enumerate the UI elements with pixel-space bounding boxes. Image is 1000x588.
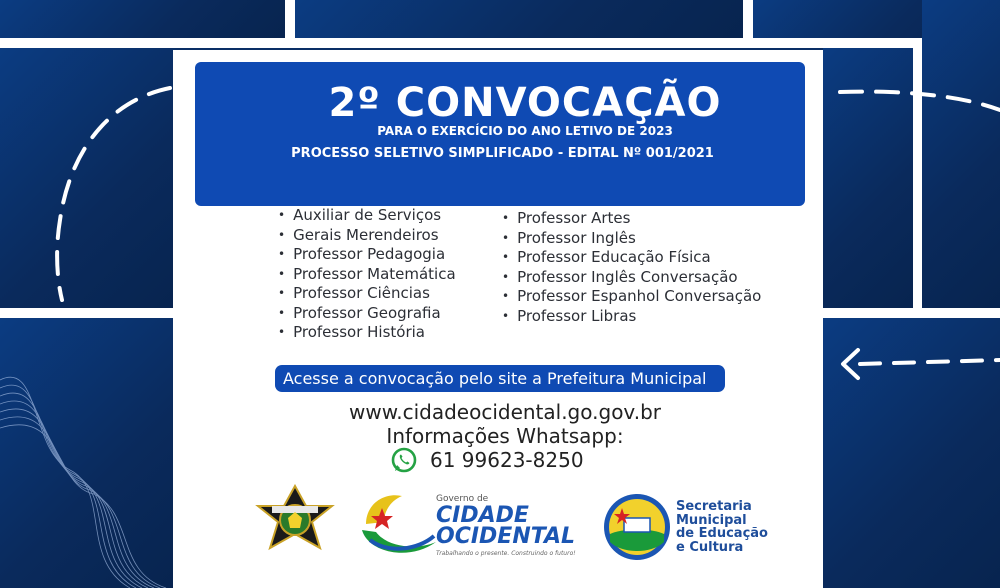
police-badge-logo (252, 484, 338, 560)
access-banner: Acesse a convocação pelo site a Prefeitura Municipal (275, 365, 725, 392)
dashed-curve-left (57, 88, 170, 300)
secretaria-line: Secretaria (676, 499, 752, 514)
page-subtitle: PARA O EXERCÍCIO DO ANO LETIVO DE 2023 (377, 124, 673, 138)
list-item: • Professor Geografia (278, 304, 456, 324)
list-item: • Professor Inglês (502, 229, 761, 249)
gov-name-line-2: OCIDENTAL (436, 524, 576, 549)
list-item: • Professor Artes (502, 209, 761, 229)
cidade-ocidental-emblem (358, 490, 438, 562)
role-list-right (502, 209, 761, 326)
list-item: • Professor Pedagogia (278, 245, 456, 265)
list-item: • Professor Espanhol Conversação (502, 287, 761, 307)
list-item: • Professor Matemática (278, 265, 456, 285)
header-banner (195, 62, 805, 206)
gov-name-line-1: CIDADE (436, 503, 529, 528)
whatsapp-icon (390, 446, 418, 474)
list-item: • Professor Libras (502, 307, 761, 327)
whatsapp-number[interactable]: 61 99623-8250 (430, 448, 584, 472)
secretaria-line: e Cultura (676, 539, 744, 555)
list-item: • Professor História (278, 323, 456, 343)
dashed-line-arrow (860, 360, 1000, 364)
role-list-left (278, 206, 456, 343)
info-label: Informações Whatsapp: (386, 424, 624, 448)
list-item: • Auxiliar de Serviços (278, 206, 456, 226)
edital-line: PROCESSO SELETIVO SIMPLIFICADO - EDITAL Nº 001/2021 (291, 146, 714, 161)
secretaria-emblem (602, 492, 672, 562)
secretaria-name (676, 500, 786, 554)
arrow-left-icon (843, 350, 858, 378)
secretaria-line: Municipal (676, 512, 747, 528)
gov-tagline: Trabalhando o presente. Construindo o futuro! (436, 550, 576, 557)
dashed-curve-right (840, 92, 1000, 110)
list-item: • Professor Educação Física (502, 248, 761, 268)
secretaria-line: de Educação (676, 526, 768, 541)
list-item: • Professor Ciências (278, 284, 456, 304)
page-title: 2º CONVOCAÇÃO (328, 80, 722, 126)
list-item: • Gerais Merendeiros (278, 226, 456, 246)
website-link[interactable]: www.cidadeocidental.go.gov.br (348, 400, 661, 424)
whatsapp-row (390, 446, 584, 474)
wave-lines (0, 377, 166, 588)
list-item: • Professor Inglês Conversação (502, 268, 761, 288)
gov-small-label: Governo de (436, 494, 489, 504)
